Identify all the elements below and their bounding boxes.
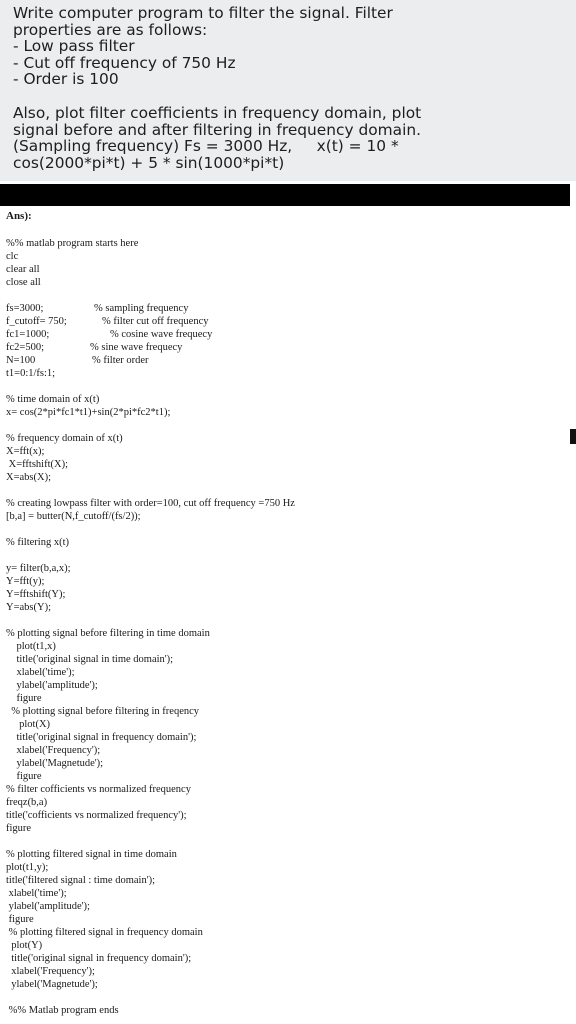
question-line: - Low pass filter <box>13 37 135 56</box>
code-line: % filter cofficients vs normalized frequency <box>6 784 191 795</box>
code-line: % plotting signal before filtering in time domain <box>6 628 210 639</box>
code-line: % plotting filtered signal in frequency domain <box>6 927 203 938</box>
answer-section <box>6 210 566 1017</box>
code-line: % creating lowpass filter with order=100, cut off frequency =750 Hz <box>6 498 295 509</box>
code-line: figure <box>6 693 42 704</box>
code-line: freqz(b,a) <box>6 797 48 808</box>
question-line: (Sampling frequency) Fs = 3000 Hz, x(t) = 10 * <box>13 137 399 156</box>
question-line: signal before and after filtering in frequency domain. <box>13 120 422 139</box>
param-comment: % filter cut off frequency <box>102 316 209 327</box>
code-line: title('original signal in frequency domain'); <box>6 953 192 964</box>
code-line: [b,a] = butter(N,f_cutoff/(fs/2)); <box>6 511 141 522</box>
code-line: plot(Y) <box>6 940 43 951</box>
param-code: N=100 <box>6 355 36 366</box>
code-line: plot(X) <box>6 719 51 730</box>
code-line-footer: %% Matlab program ends <box>6 1005 119 1016</box>
code-line: figure <box>6 771 42 782</box>
param-comment: % filter order <box>92 355 149 366</box>
code-line: xlabel('time'); <box>6 888 67 899</box>
code-line: % frequency domain of x(t) <box>6 433 123 444</box>
question-panel <box>0 0 576 181</box>
code-line: X=fftshift(X); <box>6 459 69 470</box>
code-line: figure <box>6 823 32 834</box>
code-line: title('original signal in frequency domain'); <box>6 732 197 743</box>
code-line: x= cos(2*pi*fc1*t1)+sin(2*pi*fc2*t1); <box>6 407 171 418</box>
code-line: xlabel('Frequency'); <box>6 745 101 756</box>
code-line: %% matlab program starts here <box>6 238 139 249</box>
param-line <box>6 302 566 315</box>
code-line: ylabel('amplitude'); <box>6 901 90 912</box>
code-line: % plotting filtered signal in time domain <box>6 849 177 860</box>
code-line: plot(t1,y); <box>6 862 49 873</box>
question-line: Write computer program to filter the signal. Filter <box>13 4 393 22</box>
param-comment: % cosine wave frequecy <box>110 329 213 340</box>
code-block <box>6 237 566 1017</box>
param-code: fs=3000; <box>6 303 44 314</box>
question-line: - Order is 100 <box>13 70 119 89</box>
code-line: Y=fftshift(Y); <box>6 589 66 600</box>
param-line <box>6 354 566 367</box>
answer-label: Ans): <box>6 210 32 222</box>
code-line: X=abs(X); <box>6 472 51 483</box>
code-line: Y=fft(y); <box>6 576 45 587</box>
param-code: fc1=1000; <box>6 329 50 340</box>
param-line <box>6 341 566 354</box>
divider-bar <box>0 184 570 206</box>
code-line: title('original signal in time domain'); <box>6 654 174 665</box>
code-line: Y=abs(Y); <box>6 602 51 613</box>
code-line: xlabel('Frequency'); <box>6 966 95 977</box>
code-line: xlabel('time'); <box>6 667 75 678</box>
code-line: % filtering x(t) <box>6 537 69 548</box>
code-line: title('cofficients vs normalized frequency'); <box>6 810 187 821</box>
code-line: clc <box>6 251 19 262</box>
param-code: f_cutoff= 750; <box>6 316 67 327</box>
scroll-indicator <box>570 429 576 444</box>
code-line: clear all <box>6 264 40 275</box>
code-line: ylabel('amplitude'); <box>6 680 98 691</box>
question-line: cos(2000*pi*t) + 5 * sin(1000*pi*t) <box>13 153 285 172</box>
code-line: close all <box>6 277 41 288</box>
param-line <box>6 315 566 328</box>
code-line: plot(t1,x) <box>6 641 56 652</box>
question-line: Also, plot filter coefficients in frequency domain, plot <box>13 103 422 122</box>
code-line: % time domain of x(t) <box>6 394 100 405</box>
code-line: % plotting signal before filtering in freqency <box>6 706 200 717</box>
param-comment: % sine wave frequecy <box>90 342 183 353</box>
param-line <box>6 328 566 341</box>
code-line: title('filtered signal : time domain'); <box>6 875 155 886</box>
question-paragraph-1 <box>13 5 566 88</box>
code-line: ylabel('Magnetude'); <box>6 758 104 769</box>
question-line: properties are as follows: <box>13 20 208 39</box>
code-line: figure <box>6 914 34 925</box>
param-comment: % sampling frequency <box>94 303 189 314</box>
code-line: y= filter(b,a,x); <box>6 563 71 574</box>
param-code: t1=0:1/fs:1; <box>6 368 56 379</box>
question-line: - Cut off frequency of 750 Hz <box>13 53 236 72</box>
param-code: fc2=500; <box>6 342 44 353</box>
code-line: ylabel('Magnetude'); <box>6 979 98 990</box>
param-line <box>6 367 566 380</box>
question-paragraph-2 <box>13 105 566 171</box>
code-line: X=fft(x); <box>6 446 45 457</box>
